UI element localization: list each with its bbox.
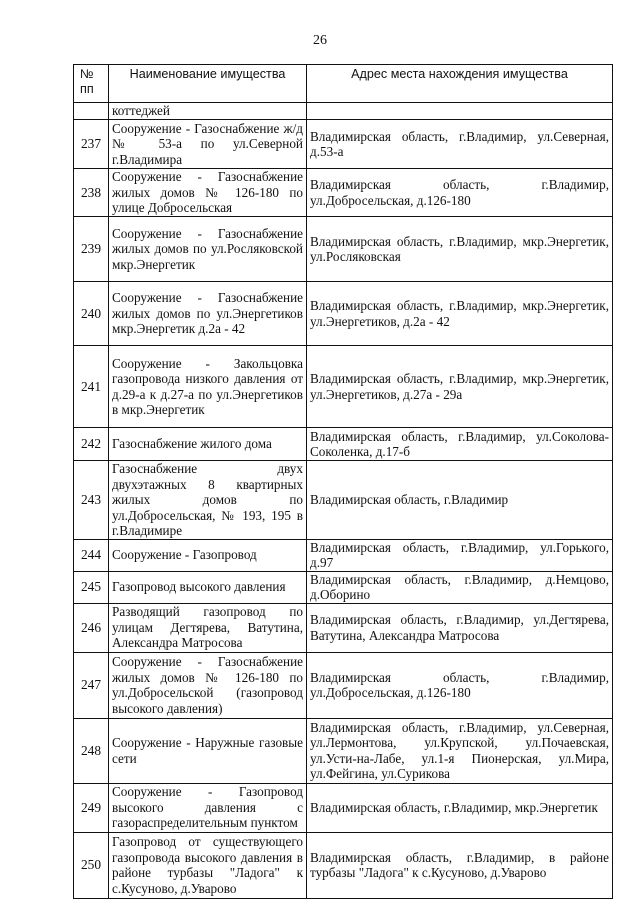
row-number: 248 — [74, 718, 109, 783]
table-row — [74, 346, 613, 428]
table-row — [74, 603, 613, 652]
row-address — [307, 103, 613, 120]
row-address: Владимирская область, г.Владимир, в районе турбазы "Ладога" к с.Кусуново, д.Уварово — [307, 832, 613, 898]
table-row — [74, 217, 613, 282]
row-address: Владимирская область, г.Владимир, мкр.Энергетик, ул.Энергетиков, д.2а - 42 — [307, 282, 613, 346]
row-property-name: Сооружение - Газоснабжение жилых домов по ул.Росляковской мкр.Энергетик — [109, 217, 307, 282]
header-address: Адрес места нахождения имущества — [307, 65, 613, 103]
row-property-name: коттеджей — [109, 103, 307, 120]
header-property-name: Наименование имущества — [109, 65, 307, 103]
page-number: 26 — [313, 33, 327, 48]
row-number: 239 — [74, 217, 109, 282]
row-address: Владимирская область, г.Владимир, д.Немцово, д.Оборино — [307, 571, 613, 603]
row-property-name: Разводящий газопровод по улицам Дегтярева, Ватутина, Александра Матросова — [109, 603, 307, 652]
row-address: Владимирская область, г.Владимир, ул.Северная, ул.Лермонтова, ул.Крупской, ул.Почаевская, ул.Усти-на-Лабе, ул.1-я Пионерская, ул.Мира, ул.Фейгина, ул.Сурикова — [307, 718, 613, 783]
row-number: 240 — [74, 282, 109, 346]
row-address: Владимирская область, г.Владимир, мкр.Энергетик, ул.Энергетиков, д.27а - 29а — [307, 346, 613, 428]
table-row — [74, 120, 613, 169]
row-number: 238 — [74, 169, 109, 217]
row-address: Владимирская область, г.Владимир, ул.Дегтярева, Ватутина, Александра Матросова — [307, 603, 613, 652]
row-address: Владимирская область, г.Владимир, ул.Добросельская, д.126-180 — [307, 652, 613, 718]
row-number: 246 — [74, 603, 109, 652]
property-table — [73, 64, 613, 899]
table-row — [74, 832, 613, 898]
row-address: Владимирская область, г.Владимир, ул.Добросельская, д.126-180 — [307, 169, 613, 217]
table-row — [74, 169, 613, 217]
row-number: 249 — [74, 783, 109, 832]
row-address: Владимирская область, г.Владимир — [307, 461, 613, 540]
row-property-name: Сооружение - Газоснабжение жилых домов № 126-180 по ул.Добросельской (газопровод высокого давления) — [109, 652, 307, 718]
row-property-name: Сооружение - Газопровод высокого давления с газораспределительным пунктом — [109, 783, 307, 832]
row-property-name: Сооружение - Наружные газовые сети — [109, 718, 307, 783]
row-property-name: Сооружение - Газопровод — [109, 539, 307, 571]
row-number: 250 — [74, 832, 109, 898]
row-property-name: Газоснабжение жилого дома — [109, 428, 307, 461]
row-address: Владимирская область, г.Владимир, ул.Северная, д.53-а — [307, 120, 613, 169]
row-address: Владимирская область, г.Владимир, мкр.Энергетик, ул.Росляковская — [307, 217, 613, 282]
table-row — [74, 718, 613, 783]
table-row — [74, 783, 613, 832]
row-property-name: Сооружение - Закольцовка газопровода низкого давления от д.29-а к д.27-а по ул.Энергетиков в мкр.Энергетик — [109, 346, 307, 428]
table-row — [74, 539, 613, 571]
row-property-name: Газопровод высокого давления — [109, 571, 307, 603]
row-address: Владимирская область, г.Владимир, ул.Соколова-Соколенка, д.17-б — [307, 428, 613, 461]
table-row — [74, 428, 613, 461]
table-row — [74, 461, 613, 540]
table-row — [74, 571, 613, 603]
header-number: № пп — [74, 65, 109, 103]
row-number: 243 — [74, 461, 109, 540]
row-property-name: Сооружение - Газоснабжение ж/д № 53-а по ул.Северной г.Владимира — [109, 120, 307, 169]
row-property-name: Сооружение - Газоснабжение жилых домов № 126-180 по улице Добросельская — [109, 169, 307, 217]
table-row — [74, 652, 613, 718]
table-header-row — [74, 65, 613, 103]
row-property-name: Газоснабжение двух двухэтажных 8 квартирных жилых домов по ул.Добросельская, № 193, 195 в г.Владимире — [109, 461, 307, 540]
row-property-name: Сооружение - Газоснабжение жилых домов по ул.Энергетиков мкр.Энергетик д.2а - 42 — [109, 282, 307, 346]
row-number: 242 — [74, 428, 109, 461]
table-row-continuation — [74, 103, 613, 120]
row-property-name: Газопровод от существующего газопровода высокого давления в районе турбазы "Ладога" к с.Кусуново, д.Уварово — [109, 832, 307, 898]
row-number: 245 — [74, 571, 109, 603]
row-address: Владимирская область, г.Владимир, мкр.Энергетик — [307, 783, 613, 832]
row-number: 247 — [74, 652, 109, 718]
table-row — [74, 282, 613, 346]
row-number: 244 — [74, 539, 109, 571]
row-number — [74, 103, 109, 120]
row-address: Владимирская область, г.Владимир, ул.Горького, д.97 — [307, 539, 613, 571]
row-number: 237 — [74, 120, 109, 169]
row-number: 241 — [74, 346, 109, 428]
